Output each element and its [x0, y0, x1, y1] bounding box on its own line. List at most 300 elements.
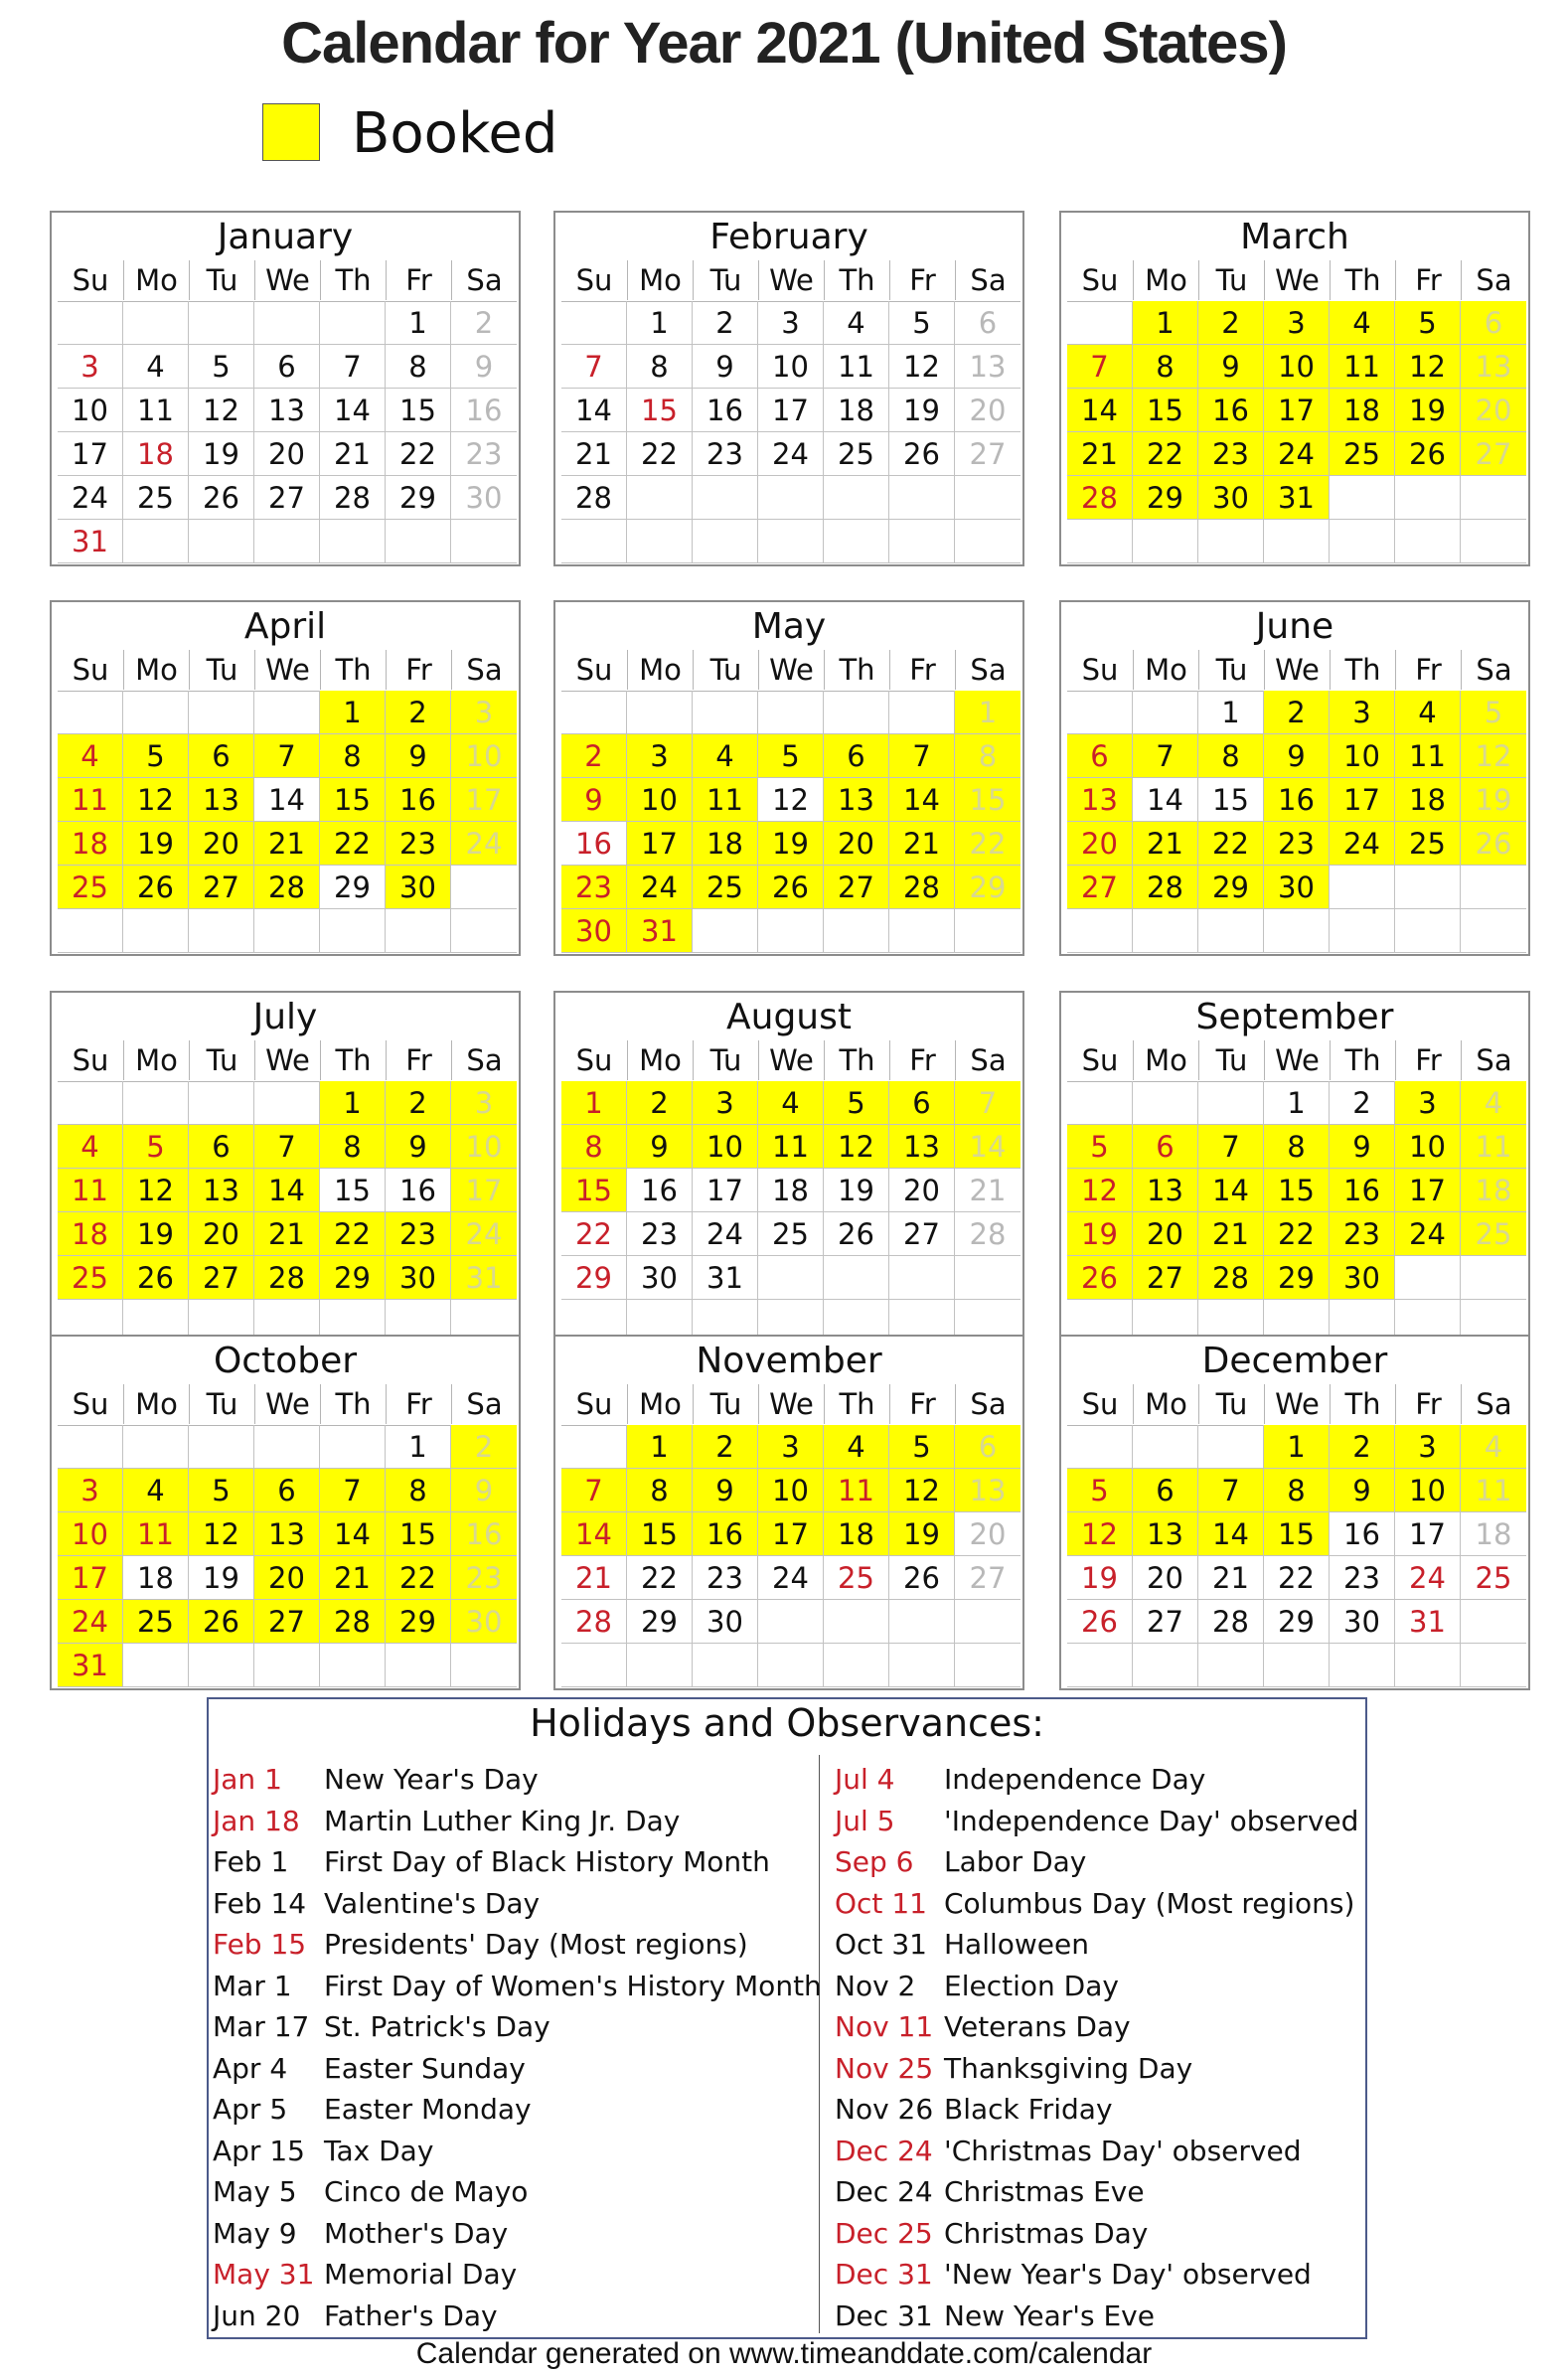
day-cell: 30 [386, 1256, 451, 1300]
weekday-header: Sa [1461, 650, 1526, 690]
weekday-header: Tu [189, 1040, 254, 1080]
weekday-header: Sa [955, 260, 1020, 300]
holiday-name: Mother's Day [324, 2216, 509, 2250]
day-cell: 5 [123, 1125, 189, 1169]
day-cell: 10 [693, 1125, 758, 1169]
empty-cell [123, 301, 189, 345]
day-cell: 5 [824, 1081, 889, 1125]
day-cell: 22 [627, 432, 693, 476]
day-cell: 8 [386, 345, 451, 389]
day-cell: 30 [561, 909, 627, 953]
day-cell: 23 [693, 1556, 758, 1600]
holiday-name: Christmas Eve [944, 2175, 1145, 2208]
holiday-name: Presidents' Day (Most regions) [324, 1928, 748, 1961]
page-title: Calendar for Year 2021 (United States) [281, 11, 1287, 76]
footer-credit: Calendar generated on www.timeanddate.com/calendar [415, 2337, 1153, 2370]
day-cell: 12 [123, 778, 189, 822]
month-name: September [1195, 997, 1394, 1037]
day-grid [1067, 1425, 1526, 1685]
empty-cell [693, 1644, 758, 1687]
month-october [50, 1335, 521, 1690]
weekday-header: Su [575, 1043, 613, 1077]
weekday-header: Th [1330, 1384, 1395, 1424]
weekday-header: Fr [1395, 1384, 1461, 1424]
empty-cell [254, 1081, 320, 1125]
empty-cell [824, 520, 889, 563]
empty-cell [58, 1081, 123, 1125]
holiday-name: New Year's Day [324, 1763, 539, 1796]
day-grid [1067, 691, 1526, 951]
empty-cell [189, 1644, 254, 1687]
day-cell: 22 [1133, 432, 1198, 476]
day-cell: 1 [955, 691, 1020, 734]
month-name: July [252, 997, 318, 1037]
day-cell: 14 [561, 1512, 627, 1556]
holiday-name: Black Friday [944, 2093, 1113, 2126]
weekday-header-row [58, 260, 517, 300]
day-cell: 10 [58, 389, 123, 432]
month-name: February [709, 217, 868, 257]
day-cell: 3 [627, 734, 693, 778]
empty-cell [386, 909, 451, 953]
empty-cell [955, 520, 1020, 563]
weekday-header: We [758, 260, 824, 300]
day-cell: 15 [1264, 1512, 1330, 1556]
weekday-header: We [1264, 650, 1330, 690]
month-july [50, 991, 521, 1346]
day-cell: 7 [1067, 345, 1133, 389]
day-cell: 18 [58, 1212, 123, 1256]
day-cell: 26 [758, 866, 824, 909]
holiday-date: Dec 24 [835, 2175, 933, 2208]
weekday-header: Sa [1461, 1384, 1526, 1424]
empty-cell [451, 866, 517, 909]
holiday-name: Father's Day [324, 2298, 498, 2332]
day-cell: 4 [824, 301, 889, 345]
holiday-date: Apr 4 [213, 2051, 288, 2085]
day-cell: 30 [386, 866, 451, 909]
empty-cell [824, 691, 889, 734]
day-cell: 11 [58, 1169, 123, 1212]
day-cell: 10 [758, 1469, 824, 1512]
day-cell: 30 [1198, 476, 1264, 520]
day-cell: 5 [1067, 1125, 1133, 1169]
weekday-header: Mo [123, 650, 189, 690]
holidays-box [207, 1697, 1367, 2339]
day-cell: 30 [627, 1256, 693, 1300]
day-cell: 20 [1133, 1212, 1198, 1256]
day-cell: 26 [1067, 1256, 1133, 1300]
holiday-date: Jan 1 [213, 1763, 282, 1796]
empty-cell [561, 301, 627, 345]
day-cell: 13 [254, 389, 320, 432]
day-cell: 21 [1067, 432, 1133, 476]
empty-cell [1461, 520, 1526, 563]
empty-cell [824, 476, 889, 520]
empty-cell [1330, 476, 1395, 520]
day-cell: 15 [1133, 389, 1198, 432]
empty-cell [1198, 1425, 1264, 1469]
empty-cell [1067, 1081, 1133, 1125]
day-cell: 16 [386, 778, 451, 822]
day-cell: 23 [451, 432, 517, 476]
day-cell: 20 [824, 822, 889, 866]
day-cell: 15 [1264, 1169, 1330, 1212]
day-cell: 15 [386, 1512, 451, 1556]
day-cell: 13 [889, 1125, 955, 1169]
day-cell: 23 [386, 822, 451, 866]
day-cell: 4 [58, 734, 123, 778]
day-cell: 6 [1133, 1125, 1198, 1169]
day-cell: 22 [320, 822, 386, 866]
day-cell: 23 [1330, 1212, 1395, 1256]
empty-cell [123, 1081, 189, 1125]
holiday-date: Jul 5 [835, 1804, 895, 1837]
weekday-header: Fr [386, 260, 451, 300]
day-cell: 26 [824, 1212, 889, 1256]
weekday-header: Fr [889, 260, 955, 300]
day-cell: 8 [320, 1125, 386, 1169]
day-cell: 26 [189, 476, 254, 520]
weekday-header: Fr [889, 1040, 955, 1080]
weekday-header-row [58, 650, 517, 690]
month-name: December [1201, 1341, 1388, 1381]
day-cell: 17 [58, 432, 123, 476]
holiday-date: Jul 4 [835, 1763, 895, 1796]
empty-cell [889, 1256, 955, 1300]
day-cell: 2 [451, 1425, 517, 1469]
day-cell: 5 [189, 1469, 254, 1512]
day-cell: 4 [123, 345, 189, 389]
day-cell: 22 [561, 1212, 627, 1256]
holiday-date: Feb 15 [213, 1928, 307, 1961]
empty-cell [955, 1600, 1020, 1644]
empty-cell [627, 520, 693, 563]
day-cell: 3 [1395, 1425, 1461, 1469]
day-cell: 31 [693, 1256, 758, 1300]
empty-cell [693, 691, 758, 734]
empty-cell [889, 1600, 955, 1644]
empty-cell [824, 1644, 889, 1687]
holiday-date: Nov 25 [835, 2051, 934, 2085]
empty-cell [889, 520, 955, 563]
weekday-header: Tu [189, 1384, 254, 1424]
weekday-header-row [58, 1384, 517, 1424]
weekday-header-row [561, 650, 1020, 690]
day-cell: 29 [1264, 1600, 1330, 1644]
month-september [1059, 991, 1530, 1346]
day-cell: 28 [254, 1256, 320, 1300]
day-cell: 3 [758, 301, 824, 345]
day-cell: 21 [561, 432, 627, 476]
day-cell: 5 [1067, 1469, 1133, 1512]
holiday-name: 'New Year's Day' observed [944, 2258, 1312, 2291]
day-cell: 2 [1330, 1425, 1395, 1469]
weekday-header: Mo [1133, 650, 1198, 690]
day-cell: 13 [955, 345, 1020, 389]
day-cell: 24 [1395, 1212, 1461, 1256]
day-cell: 20 [1133, 1556, 1198, 1600]
day-cell: 11 [123, 389, 189, 432]
day-cell: 5 [123, 734, 189, 778]
day-cell: 8 [1264, 1469, 1330, 1512]
day-cell: 28 [320, 476, 386, 520]
day-cell: 10 [627, 778, 693, 822]
empty-cell [1395, 1644, 1461, 1687]
weekday-header: Sa [1461, 1040, 1526, 1080]
day-cell: 7 [1133, 734, 1198, 778]
day-cell: 24 [58, 1600, 123, 1644]
day-cell: 6 [254, 1469, 320, 1512]
month-name: August [726, 997, 852, 1037]
day-cell: 23 [1198, 432, 1264, 476]
holiday-name: Thanksgiving Day [944, 2051, 1193, 2085]
month-december [1059, 1335, 1530, 1690]
holidays-divider [819, 1755, 820, 2333]
day-cell: 17 [1395, 1512, 1461, 1556]
day-cell: 8 [386, 1469, 451, 1512]
empty-cell [758, 691, 824, 734]
day-cell: 20 [189, 822, 254, 866]
day-cell: 4 [758, 1081, 824, 1125]
day-cell: 7 [1198, 1469, 1264, 1512]
empty-cell [1198, 909, 1264, 953]
weekday-header: Tu [1198, 1040, 1264, 1080]
day-cell: 18 [824, 1512, 889, 1556]
day-cell: 12 [889, 345, 955, 389]
day-cell: 2 [1264, 691, 1330, 734]
weekday-header: Su [1081, 1387, 1119, 1421]
day-cell: 10 [1264, 345, 1330, 389]
day-cell: 9 [1198, 345, 1264, 389]
weekday-header: Mo [123, 1384, 189, 1424]
holiday-name: Halloween [944, 1928, 1090, 1961]
weekday-header: Su [1081, 263, 1119, 297]
day-cell: 26 [123, 866, 189, 909]
day-cell: 17 [758, 389, 824, 432]
day-cell: 27 [1133, 1600, 1198, 1644]
weekday-header: Th [1330, 1040, 1395, 1080]
day-grid [58, 1081, 517, 1342]
day-cell: 15 [1198, 778, 1264, 822]
day-cell: 13 [955, 1469, 1020, 1512]
day-cell: 5 [189, 345, 254, 389]
weekday-header: Su [1081, 1043, 1119, 1077]
empty-cell [189, 909, 254, 953]
empty-cell [1133, 1425, 1198, 1469]
day-cell: 5 [758, 734, 824, 778]
holiday-date: Oct 31 [835, 1928, 927, 1961]
day-cell: 4 [1395, 691, 1461, 734]
day-cell: 14 [1198, 1512, 1264, 1556]
day-cell: 28 [1198, 1256, 1264, 1300]
day-cell: 18 [1330, 389, 1395, 432]
day-cell: 18 [693, 822, 758, 866]
day-cell: 11 [1330, 345, 1395, 389]
day-cell: 9 [451, 1469, 517, 1512]
day-cell: 28 [1133, 866, 1198, 909]
weekday-header: Sa [451, 650, 517, 690]
empty-cell [889, 476, 955, 520]
weekday-header: Mo [627, 650, 693, 690]
day-cell: 3 [451, 1081, 517, 1125]
day-cell: 25 [58, 866, 123, 909]
weekday-header-row [1067, 650, 1526, 690]
day-cell: 16 [1198, 389, 1264, 432]
holiday-date: Jan 18 [213, 1804, 300, 1837]
empty-cell [1198, 520, 1264, 563]
day-cell: 6 [824, 734, 889, 778]
day-cell: 7 [955, 1081, 1020, 1125]
day-cell: 2 [1198, 301, 1264, 345]
empty-cell [1395, 476, 1461, 520]
day-cell: 25 [1461, 1212, 1526, 1256]
day-cell: 12 [189, 389, 254, 432]
day-cell: 11 [824, 1469, 889, 1512]
weekday-header: Mo [123, 260, 189, 300]
weekday-header: Tu [693, 260, 758, 300]
weekday-header: Su [575, 653, 613, 687]
day-cell: 18 [123, 432, 189, 476]
day-cell: 24 [58, 476, 123, 520]
weekday-header: We [254, 1040, 320, 1080]
day-cell: 31 [1264, 476, 1330, 520]
day-cell: 23 [693, 432, 758, 476]
day-cell: 22 [1264, 1212, 1330, 1256]
holiday-date: Apr 15 [213, 2134, 305, 2167]
weekday-header: Sa [955, 650, 1020, 690]
day-cell: 25 [58, 1256, 123, 1300]
holiday-date: Dec 31 [835, 2258, 933, 2291]
day-grid [58, 691, 517, 951]
day-cell: 31 [58, 520, 123, 563]
day-cell: 13 [824, 778, 889, 822]
day-cell: 16 [1264, 778, 1330, 822]
day-cell: 26 [1067, 1600, 1133, 1644]
day-cell: 23 [451, 1556, 517, 1600]
empty-cell [1067, 1425, 1133, 1469]
day-cell: 13 [1133, 1169, 1198, 1212]
day-cell: 13 [189, 1169, 254, 1212]
weekday-header: Sa [451, 1040, 517, 1080]
month-name: October [213, 1341, 358, 1381]
day-cell: 14 [561, 389, 627, 432]
weekday-header: Mo [1133, 260, 1198, 300]
day-cell: 29 [320, 1256, 386, 1300]
day-cell: 15 [561, 1169, 627, 1212]
day-cell: 24 [627, 866, 693, 909]
day-cell: 6 [189, 1125, 254, 1169]
weekday-header: Mo [1133, 1384, 1198, 1424]
holiday-date: Dec 25 [835, 2216, 933, 2250]
empty-cell [1461, 1256, 1526, 1300]
empty-cell [824, 1256, 889, 1300]
day-cell: 25 [824, 1556, 889, 1600]
day-cell: 19 [889, 1512, 955, 1556]
day-cell: 14 [254, 778, 320, 822]
day-cell: 24 [451, 1212, 517, 1256]
day-cell: 30 [451, 1600, 517, 1644]
day-cell: 24 [693, 1212, 758, 1256]
day-grid [58, 1425, 517, 1685]
day-cell: 20 [189, 1212, 254, 1256]
empty-cell [189, 1081, 254, 1125]
empty-cell [1330, 1644, 1395, 1687]
day-cell: 22 [386, 432, 451, 476]
day-cell: 24 [758, 432, 824, 476]
day-cell: 23 [561, 866, 627, 909]
day-cell: 22 [320, 1212, 386, 1256]
day-cell: 27 [189, 866, 254, 909]
weekday-header: Su [72, 1043, 109, 1077]
weekday-header-row [561, 260, 1020, 300]
empty-cell [123, 691, 189, 734]
holiday-date: Mar 17 [213, 2010, 310, 2043]
holiday-date: May 9 [213, 2216, 297, 2250]
day-cell: 12 [889, 1469, 955, 1512]
day-cell: 1 [1133, 301, 1198, 345]
day-cell: 9 [693, 1469, 758, 1512]
booked-swatch [262, 103, 320, 161]
month-january [50, 211, 521, 566]
holiday-date: Sep 6 [835, 1845, 914, 1878]
day-cell: 9 [627, 1125, 693, 1169]
empty-cell [320, 909, 386, 953]
day-cell: 8 [320, 734, 386, 778]
holiday-date: Oct 11 [835, 1886, 927, 1920]
day-cell: 25 [758, 1212, 824, 1256]
day-cell: 15 [627, 1512, 693, 1556]
day-cell: 3 [1330, 691, 1395, 734]
empty-cell [889, 909, 955, 953]
empty-cell [1067, 301, 1133, 345]
weekday-header: Mo [627, 260, 693, 300]
day-cell: 19 [1067, 1556, 1133, 1600]
day-cell: 7 [561, 345, 627, 389]
empty-cell [1067, 691, 1133, 734]
empty-cell [627, 1644, 693, 1687]
day-cell: 28 [889, 866, 955, 909]
day-cell: 19 [123, 822, 189, 866]
day-cell: 14 [320, 1512, 386, 1556]
day-cell: 11 [1461, 1469, 1526, 1512]
empty-cell [1330, 520, 1395, 563]
empty-cell [758, 1644, 824, 1687]
weekday-header: Su [1081, 653, 1119, 687]
weekday-header: Mo [627, 1384, 693, 1424]
empty-cell [1133, 691, 1198, 734]
day-cell: 16 [1330, 1169, 1395, 1212]
weekday-header: Th [320, 650, 386, 690]
day-cell: 4 [1461, 1425, 1526, 1469]
weekday-header: Su [72, 263, 109, 297]
weekday-header: Sa [1461, 260, 1526, 300]
weekday-header: Sa [451, 260, 517, 300]
holiday-date: Nov 26 [835, 2093, 934, 2126]
day-cell: 9 [451, 345, 517, 389]
day-cell: 22 [1198, 822, 1264, 866]
weekday-header: We [254, 650, 320, 690]
holiday-date: Dec 31 [835, 2298, 933, 2332]
day-cell: 3 [1264, 301, 1330, 345]
day-cell: 18 [758, 1169, 824, 1212]
empty-cell [254, 520, 320, 563]
weekday-header: Mo [627, 1040, 693, 1080]
day-cell: 7 [254, 734, 320, 778]
empty-cell [1264, 1644, 1330, 1687]
day-cell: 9 [1330, 1469, 1395, 1512]
day-cell: 1 [1198, 691, 1264, 734]
